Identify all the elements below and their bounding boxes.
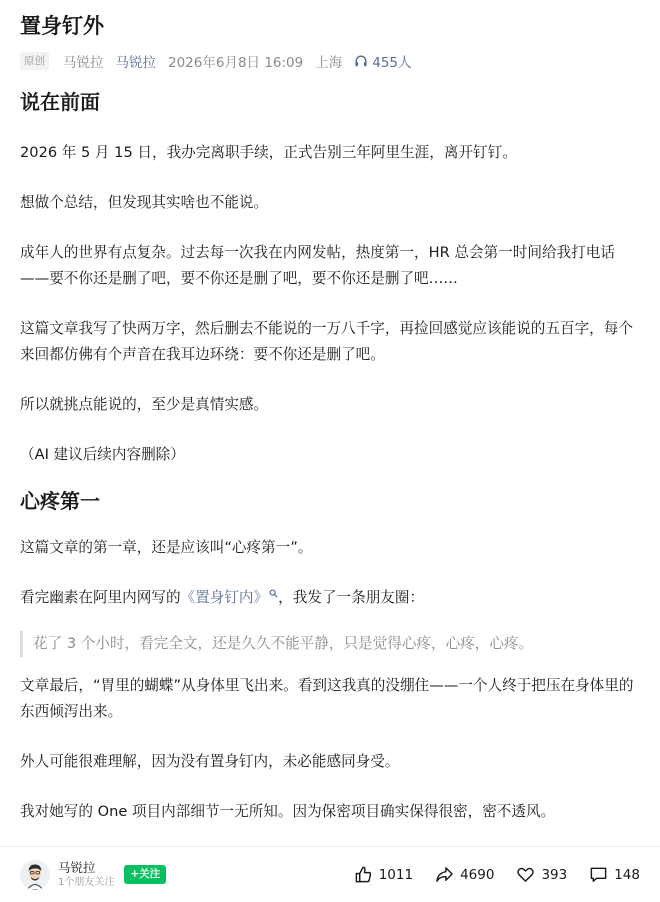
- share-icon: [435, 865, 454, 884]
- share-button[interactable]: [435, 865, 494, 884]
- avatar[interactable]: [20, 860, 50, 890]
- original-badge: 原创: [20, 52, 49, 70]
- action-group: [332, 865, 640, 884]
- like-count: 1011: [378, 866, 414, 883]
- heart-count: 393: [541, 866, 568, 883]
- paragraph: 所以就挑点能说的，至少是真情实感。: [20, 396, 269, 413]
- paragraph-text: ，我发了一条朋友圈：: [278, 589, 425, 606]
- paragraph: 我对她写的 One 项目内部细节一无所知。因为保密项目确实保得很密，密不透风。: [20, 803, 556, 820]
- paragraph: 这篇文章我写了快两万字，然后删去不能说的一万八千字，再捡回感觉应该能说的五百字，每个来回都仿佛有个声音在我耳边环绕：要不你还是删了吧。: [20, 320, 633, 363]
- listen-button[interactable]: [354, 51, 411, 71]
- paragraph: [20, 585, 640, 611]
- search-icon[interactable]: [269, 589, 278, 598]
- paragraph: 想做个总结，但发现其实啥也不能说。: [20, 194, 269, 211]
- comment-button[interactable]: [589, 865, 640, 884]
- article-meta: [20, 47, 640, 75]
- account-link[interactable]: 马锐拉: [115, 55, 156, 71]
- author-block[interactable]: [58, 860, 114, 890]
- publish-location: 上海: [315, 55, 343, 71]
- paragraph-text: 看完幽素在阿里内网写的: [20, 589, 181, 606]
- section-title-heartache: 心疼第一: [20, 489, 100, 513]
- article-link[interactable]: 《置身钉内》: [180, 589, 269, 606]
- avatar-illustration: [20, 860, 50, 890]
- publish-date: 2026年6月8日 16:09: [168, 55, 304, 71]
- comment-count: 148: [614, 866, 640, 883]
- follow-button[interactable]: +关注: [124, 865, 166, 884]
- paragraph: （AI 建议后续内容删除）: [20, 446, 185, 463]
- comment-icon: [589, 865, 608, 884]
- thumbs-up-icon: [354, 865, 373, 884]
- author-name: 马锐拉: [63, 55, 104, 71]
- friends-following: 1个朋友关注: [58, 876, 115, 888]
- article-title: 置身钉外: [20, 14, 104, 38]
- listener-count: 455人: [372, 55, 412, 71]
- bottom-action-bar: [0, 846, 660, 902]
- heart-button[interactable]: [516, 865, 567, 884]
- author-name: 马锐拉: [58, 859, 96, 875]
- paragraph: 外人可能很难理解，因为没有置身钉内，未必能感同身受。: [20, 753, 400, 770]
- paragraph: 这篇文章的第一章，还是应该叫“心疼第一”。: [20, 539, 313, 556]
- paragraph: 文章最后，“胃里的蝴蝶”从身体里飞出来。看到这我真的没绷住——一个人终于把压在身体里的东西倾泻出来。: [20, 677, 634, 720]
- like-button[interactable]: [354, 865, 413, 884]
- blockquote: 花了 3 个小时，看完全文，还是久久不能平静，只是觉得心疼，心疼，心疼。: [20, 631, 640, 657]
- share-count: 4690: [460, 866, 495, 883]
- headphone-icon: [354, 54, 368, 68]
- paragraph: 成年人的世界有点复杂。过去每一次我在内网发帖，热度第一，HR 总会第一时间给我打电话——要不你还是删了吧，要不你还是删了吧，要不你还是删了吧……: [20, 244, 615, 287]
- paragraph: 2026 年 5 月 15 日，我办完离职手续，正式告别三年阿里生涯，离开钉钉。: [20, 144, 517, 161]
- heart-icon: [516, 865, 535, 884]
- section-title-intro: 说在前面: [20, 90, 100, 114]
